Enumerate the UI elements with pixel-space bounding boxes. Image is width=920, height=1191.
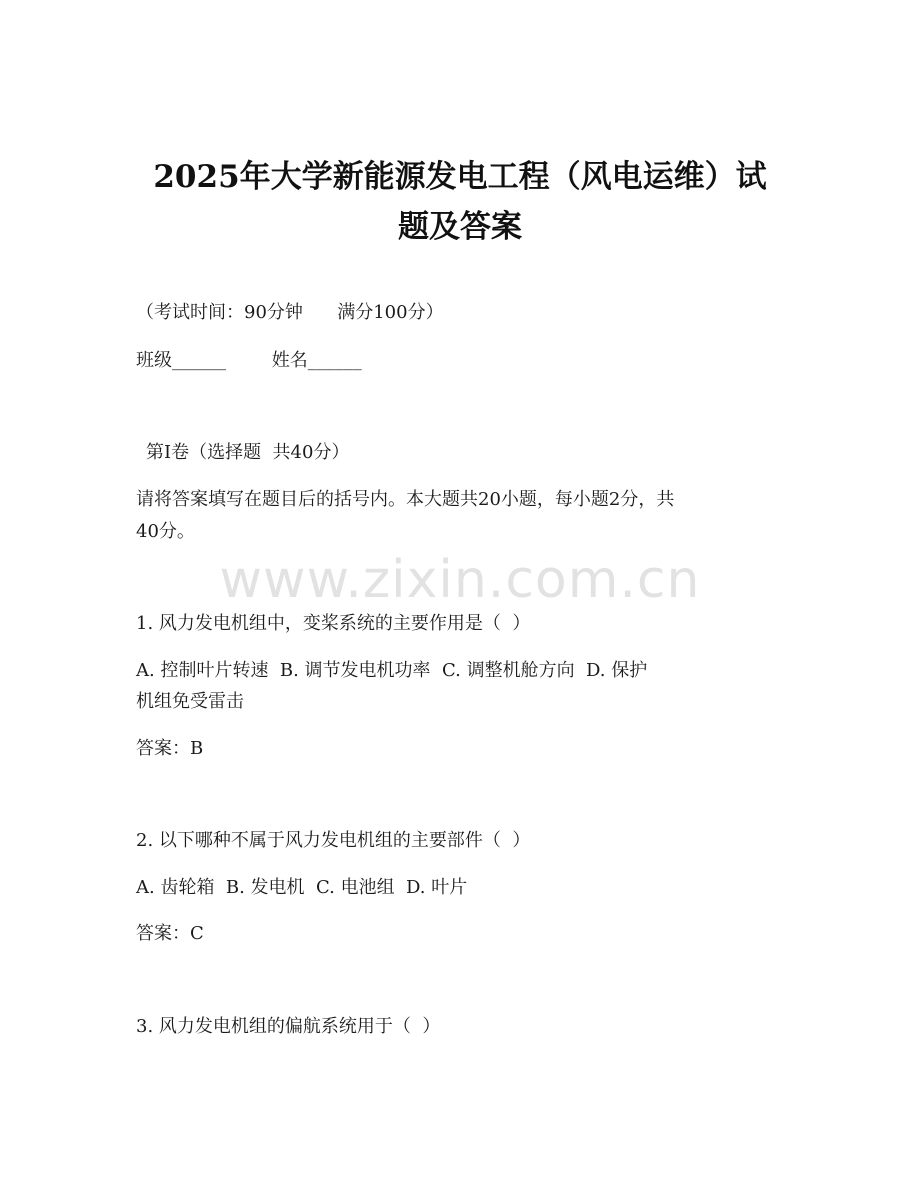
question-3-stem: 3. 风力发电机组的偏航系统用于（ ） xyxy=(136,1016,441,1037)
question-2-options-line-1: A. 齿轮箱 B. 发电机 C. 电池组 D. 叶片 xyxy=(136,877,468,898)
question-1-options-line-1: A. 控制叶片转速 B. 调节发电机功率 C. 调整机舱方向 D. 保护 xyxy=(136,660,648,681)
question-2-answer: 答案：C xyxy=(136,923,204,944)
instructions-line-2: 40分。 xyxy=(136,521,195,542)
exam-info: （考试时间：90分钟 满分100分） xyxy=(136,302,444,323)
class-name-fields: 班级______ 姓名______ xyxy=(136,350,362,371)
question-2-stem: 2. 以下哪种不属于风力发电机组的主要部件（ ） xyxy=(136,830,531,851)
instructions-line-1: 请将答案填写在题目后的括号内。本大题共20小题，每小题2分，共 xyxy=(136,489,675,510)
watermark: www.zixin.com.cn xyxy=(219,550,701,610)
question-1-answer: 答案：B xyxy=(136,738,204,759)
section-heading: 第Ⅰ卷（选择题 共40分） xyxy=(146,442,350,463)
document-title-line-1: 2025年大学新能源发电工程（风电运维）试 xyxy=(153,159,767,195)
document-title-line-2: 题及答案 xyxy=(398,209,522,245)
question-1-stem: 1. 风力发电机组中，变桨系统的主要作用是（ ） xyxy=(136,613,531,634)
question-1-options-line-2: 机组免受雷击 xyxy=(136,691,244,712)
